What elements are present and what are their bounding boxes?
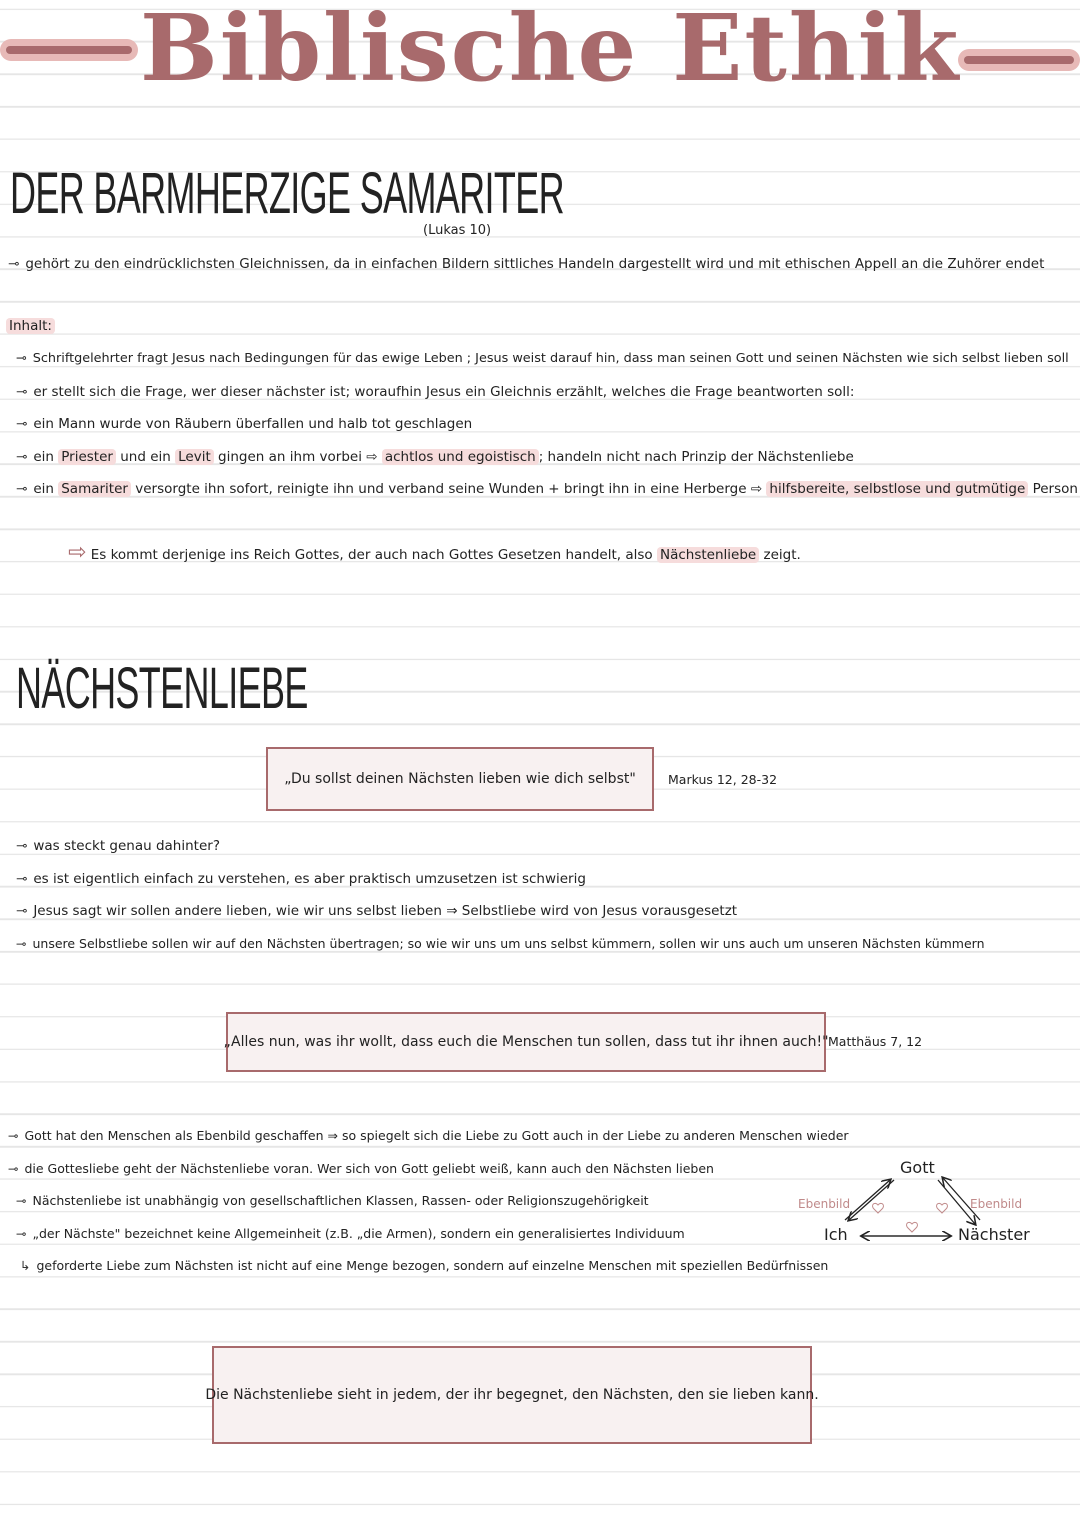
list-item-text: ein Mann wurde von Räubern überfallen und halb tot geschlagen [33,416,473,432]
highlight-priester: Priester [58,449,116,465]
text: und ein [120,449,171,465]
quote-box-markus [266,747,654,811]
inhalt-label [6,318,55,334]
quote-text: „Du sollst deinen Nächsten lieben wie dich selbst" [284,771,636,787]
list-item-text: es ist eigentlich einfach zu verstehen, es aber praktisch umzusetzen ist schwierig [33,871,586,887]
arrow-icon: ⊸ [16,838,28,854]
list-item [16,936,985,951]
arrow-icon: ⊸ [16,481,28,497]
implies-arrow-icon: ⇨ [750,481,763,497]
highlight-naechstenliebe: Nächstenliebe [657,547,759,563]
text: versorgte ihn sofort, reinigte ihn und verband seine Wunden + bringt ihn in eine Herberge [135,481,747,497]
highlight-result: hilfsbereite, selbstlose und gutmütige [766,481,1028,497]
list-item-text: Jesus sagt wir sollen andere lieben, wie wir uns selbst lieben ⇒ Selbstliebe wird von Jesus vorausgesetzt [33,903,738,919]
list-item-text: Nächstenliebe ist unabhängig von gesellschaftlichen Klassen, Rassen- oder Religionszugehörigkeit [32,1193,649,1208]
section-heading-samariter: DER BARMHERZIGE SAMARITER [10,161,564,226]
arrow-icon: ⊸ [16,416,28,432]
text: ein [33,449,54,465]
text: Person [1032,481,1078,497]
intro-line [8,256,1044,272]
diagram-label-right: Ebenbild [970,1197,1023,1211]
diagram-label-left: Ebenbild [798,1197,851,1211]
arrow-icon: ⊸ [16,903,28,919]
return-arrow-icon: ↳ [20,1258,31,1273]
list-item-text: Gott hat den Menschen als Ebenbild geschaffen ⇒ so spiegelt sich die Liebe zu Gott auch in der Liebe zu anderen Menschen wieder [24,1128,849,1143]
final-box [205,1346,819,1444]
conclusion-text: Es kommt derjenige ins Reich Gottes, der auch nach Gottes Gesetzen handelt, also [90,547,653,563]
inhalt-text: Inhalt: [6,318,55,334]
diagram-node-ich: Ich [824,1225,848,1244]
list-item-text: die Gottesliebe geht der Nächstenliebe voran. Wer sich von Gott geliebt weiß, kann auch den Nächsten lieben [24,1161,714,1176]
title-bar-right [958,49,1080,71]
conclusion [68,540,801,565]
list-item [16,416,472,432]
list-item [16,903,737,919]
list-item [8,1161,714,1176]
quote-reference: Markus 12, 28-32 [668,772,778,787]
text: gingen an ihm vorbei [218,449,362,465]
arrow-icon: ⊸ [16,449,28,465]
arrow-icon: ⊸ [16,384,28,400]
list-item-text: er stellt sich die Frage, wer dieser nächster ist; woraufhin Jesus ein Gleichnis erzählt, welches die Frage beantworten soll: [33,384,855,400]
title-bar-left [0,39,138,61]
list-item-text: geforderte Liebe zum Nächsten ist nicht auf eine Menge bezogen, sondern auf einzelne Menschen mit speziellen Bedürfnissen [36,1258,829,1273]
text: ein [33,481,54,497]
highlight-levit: Levit [175,449,214,465]
list-item [16,1193,649,1208]
quote-reference: Matthäus 7, 12 [828,1034,923,1049]
arrow-icon: ⊸ [16,936,27,951]
list-item [16,351,1069,366]
diagram-node-gott: Gott [900,1158,935,1177]
arrow-icon: ⊸ [16,871,28,887]
list-item [20,1258,828,1273]
love-diagram [790,1150,1040,1260]
list-item [16,838,220,854]
list-item [16,1226,685,1241]
list-item-text: unsere Selbstliebe sollen wir auf den Nächsten übertragen; so wie wir uns um uns selbst kümmern, sollen wir uns auch um unseren Nächsten kümmern [32,936,985,951]
section-reference: (Lukas 10) [423,223,492,238]
implies-arrow-icon: ⇨ [366,449,378,465]
diagram-node-naechster: Nächster [958,1225,1030,1244]
highlight-result: achtlos und egoistisch [382,449,539,465]
page-title: Biblische Ethik [140,0,961,102]
page-title-banner [0,0,1080,115]
text: ; handeln nicht nach Prinzip der Nächstenliebe [538,449,854,465]
intro-text: gehört zu den eindrücklichsten Gleichnissen, da in einfachen Bildern sittliches Handeln dargestellt wird und mit ethischen Appell an die Zuhörer endet [25,256,1045,272]
list-item-text: „der Nächste" bezeichnet keine Allgemeinheit (z.B. „die Armen), sondern ein generalisiertes Individuum [32,1226,685,1241]
list-item [16,384,854,400]
arrow-icon: ⊸ [8,1161,19,1176]
arrow-icon: ⊸ [16,1226,27,1241]
list-item-samariter [16,481,1078,497]
arrow-icon: ⊸ [8,1128,19,1143]
final-box-text: Die Nächstenliebe sieht in jedem, der ihr begegnet, den Nächsten, den sie lieben kann. [205,1387,819,1403]
quote-text: „Alles nun, was ihr wollt, dass euch die Menschen tun sollen, dass tut ihr ihnen auch!" [223,1034,829,1050]
list-item-text: was steckt genau dahinter? [33,838,220,854]
arrow-icon: ⊸ [16,1193,27,1208]
list-item-priest [16,449,854,465]
highlight-samariter: Samariter [58,481,131,497]
conclusion-end: zeigt. [763,547,801,563]
list-item-text: Schriftgelehrter fragt Jesus nach Bedingungen für das ewige Leben ; Jesus weist darauf hin, dass man seinen Gott und seinen Nächsten wie sich selbst lieben soll [32,351,1069,366]
arrow-icon: ⊸ [8,256,20,272]
list-item [16,871,586,887]
list-item [8,1128,849,1143]
section-heading-naechstenliebe: NÄCHSTENLIEBE [16,656,308,721]
arrow-icon: ⊸ [16,351,27,366]
quote-box-matthaeus [223,1012,829,1072]
implies-arrow-icon: ⇨ [68,540,87,565]
